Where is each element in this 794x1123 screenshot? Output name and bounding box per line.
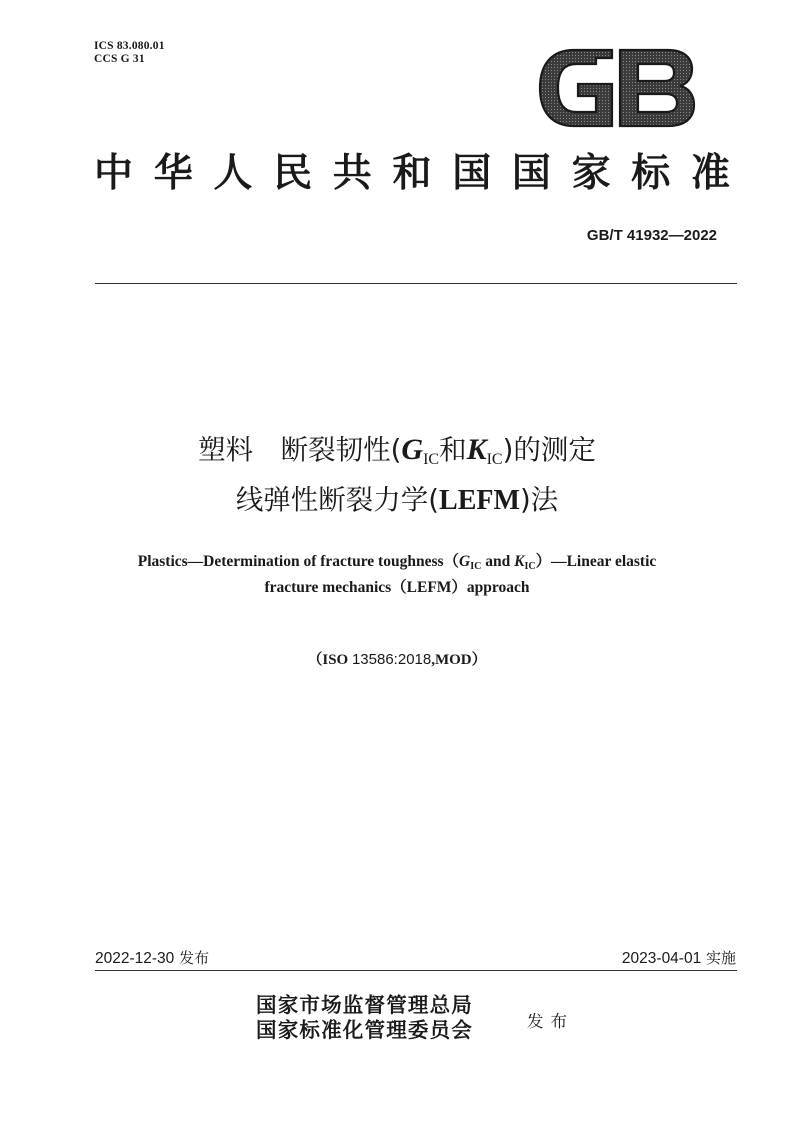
iso-reference <box>0 648 794 669</box>
implementation-date-label: 实施 <box>701 949 736 967</box>
iso-ref-open: （ISO <box>307 652 352 668</box>
issuer-sac: 国家标准化管理委员会 <box>256 1018 473 1042</box>
en-symbol-k: K <box>514 553 525 570</box>
cn-title-text-c: 线弹性断裂力学( <box>235 484 440 516</box>
issue-date-value: 2022-12-30 <box>95 950 175 967</box>
issuer-samr: 国家市场监督管理总局 <box>256 993 473 1017</box>
issue-date <box>95 947 209 968</box>
bottom-divider <box>95 970 737 971</box>
cn-title-text-d: )法 <box>519 484 559 516</box>
standard-number: GB/T 41932—2022 <box>586 227 717 244</box>
subscript-ic: IC <box>423 451 440 468</box>
classification-codes <box>94 40 165 66</box>
ics-code: ICS 83.080.01 <box>94 40 165 52</box>
en-symbol-g: G <box>459 553 471 570</box>
implementation-date-value: 2023-04-01 <box>621 950 702 967</box>
cn-title-text-b: )的测定 <box>502 434 596 466</box>
ccs-code: CCS G 31 <box>94 53 145 65</box>
en-title-text-a: Plastics—Determination of fracture toughness（ <box>137 553 460 570</box>
cn-title-conjunction: 和 <box>439 434 467 466</box>
chinese-title-line-1 <box>0 432 794 478</box>
en-subscript-ic: IC <box>470 561 482 572</box>
symbol-k: K <box>466 433 487 466</box>
issue-date-label: 发布 <box>174 949 210 967</box>
iso-ref-close: ,MOD） <box>431 652 487 668</box>
symbol-g: G <box>401 433 424 466</box>
cn-title-text-a: 塑料 断裂韧性( <box>198 434 402 466</box>
lefm-abbrev: LEFM <box>439 485 520 516</box>
en-title-conjunction: and <box>481 553 515 570</box>
en-subscript-ic: IC <box>524 561 536 572</box>
iso-ref-number: 13586:2018 <box>351 651 432 668</box>
top-divider <box>95 283 737 284</box>
en-title-text-b: ）—Linear elastic <box>535 553 657 570</box>
gb-logo <box>538 48 696 128</box>
chinese-title-line-2 <box>0 482 794 519</box>
publish-label: 发布 <box>527 1012 574 1031</box>
issuing-authorities <box>256 993 473 1043</box>
english-title-line-2: fracture mechanics（LEFM）approach <box>264 579 530 596</box>
national-standard-heading: 中华人民共和国国家标准 <box>94 151 738 196</box>
implementation-date <box>622 947 736 968</box>
subscript-ic: IC <box>486 451 503 468</box>
